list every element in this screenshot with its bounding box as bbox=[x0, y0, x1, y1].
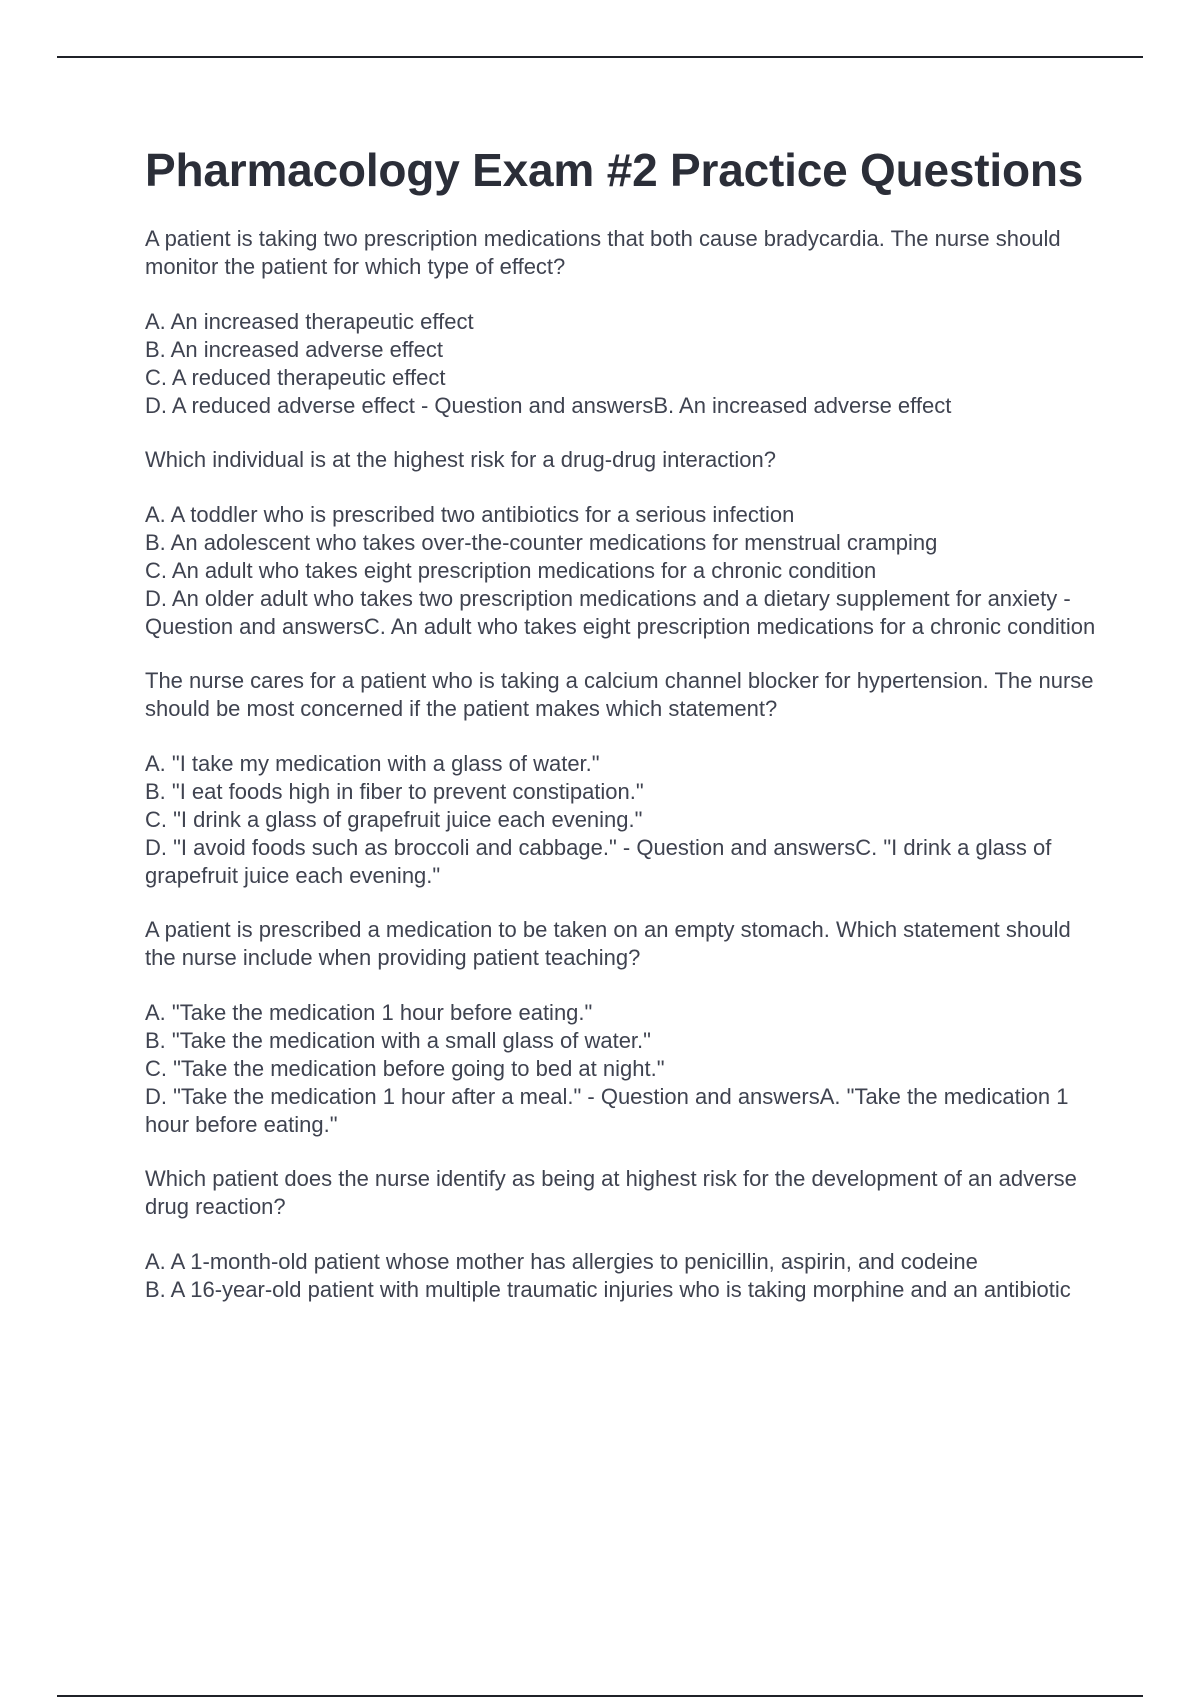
answer-option: B. An adolescent who takes over-the-counter medications for menstrual cramping bbox=[145, 530, 938, 555]
answer-option: D. "Take the medication 1 hour after a meal." - Question and answersA. "Take the medication 1 hour before eating." bbox=[145, 1084, 1069, 1137]
question-block-2 bbox=[145, 446, 1105, 641]
question-text: A patient is taking two prescription medications that both cause bradycardia. The nurse should monitor the patient for which type of effect? bbox=[145, 226, 1061, 279]
answer-option: B. "Take the medication with a small glass of water." bbox=[145, 1028, 651, 1053]
document-title: Pharmacology Exam #2 Practice Questions bbox=[145, 144, 1084, 196]
answer-option: B. A 16-year-old patient with multiple traumatic injuries who is taking morphine and an antibiotic bbox=[145, 1277, 1071, 1302]
answer-option: A. A toddler who is prescribed two antibiotics for a serious infection bbox=[145, 502, 795, 527]
answer-option: D. A reduced adverse effect - Question and answersB. An increased adverse effect bbox=[145, 393, 952, 418]
document-body bbox=[145, 142, 1105, 1330]
answer-option: A. "Take the medication 1 hour before eating." bbox=[145, 1000, 593, 1025]
footer-rule bbox=[57, 1695, 1143, 1697]
question-text: Which patient does the nurse identify as being at highest risk for the development of an adverse drug reaction? bbox=[145, 1166, 1077, 1219]
header-rule bbox=[57, 56, 1143, 58]
question-text: The nurse cares for a patient who is taking a calcium channel blocker for hypertension. The nurse should be most concerned if the patient makes which statement? bbox=[145, 668, 1094, 721]
question-block-3 bbox=[145, 667, 1105, 890]
question-text: A patient is prescribed a medication to be taken on an empty stomach. Which statement should the nurse include when providing patient teaching? bbox=[145, 917, 1071, 970]
answer-option: C. "Take the medication before going to bed at night." bbox=[145, 1056, 665, 1081]
answer-option: C. An adult who takes eight prescription medications for a chronic condition bbox=[145, 558, 877, 583]
answer-option: B. "I eat foods high in fiber to prevent constipation." bbox=[145, 779, 644, 804]
answer-option: A. "I take my medication with a glass of water." bbox=[145, 751, 600, 776]
question-block-5 bbox=[145, 1165, 1105, 1304]
answer-option: A. An increased therapeutic effect bbox=[145, 309, 474, 334]
answer-option: B. An increased adverse effect bbox=[145, 337, 443, 362]
question-block-1 bbox=[145, 225, 1105, 420]
question-block-4 bbox=[145, 916, 1105, 1139]
answer-option: C. "I drink a glass of grapefruit juice each evening." bbox=[145, 807, 643, 832]
answer-option: A. A 1-month-old patient whose mother has allergies to penicillin, aspirin, and codeine bbox=[145, 1249, 978, 1274]
answer-option: D. "I avoid foods such as broccoli and cabbage." - Question and answersC. "I drink a glass of grapefruit juice each evening." bbox=[145, 835, 1052, 888]
answer-option: D. An older adult who takes two prescription medications and a dietary supplement for anxiety - Question and answersC. An adult who takes eight prescription medications for a chronic condition bbox=[145, 586, 1096, 639]
answer-option: C. A reduced therapeutic effect bbox=[145, 365, 446, 390]
question-text: Which individual is at the highest risk for a drug-drug interaction? bbox=[145, 447, 776, 472]
